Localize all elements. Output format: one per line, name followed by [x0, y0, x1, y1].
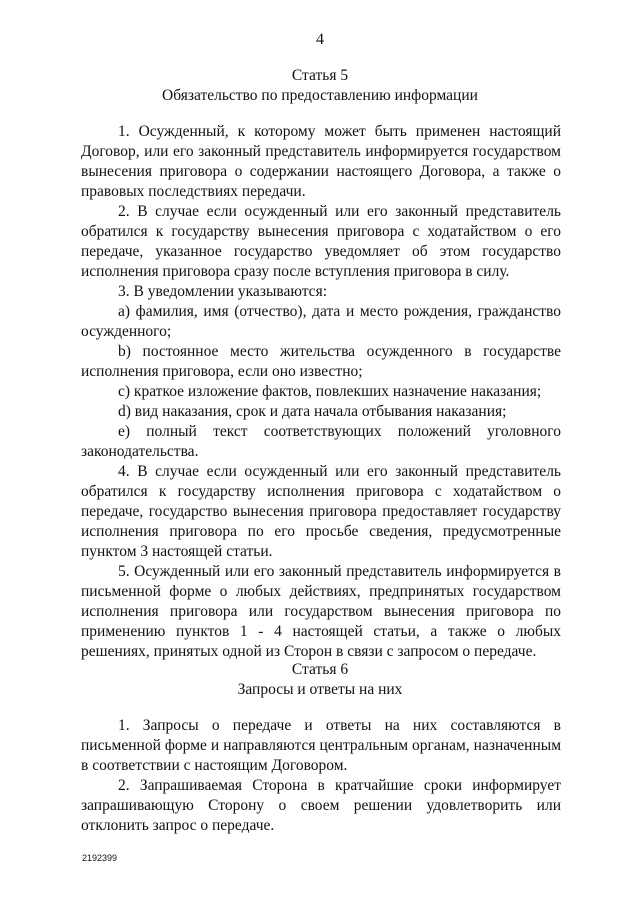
- article-6-body: [81, 716, 561, 836]
- article-6-heading: [0, 660, 640, 700]
- article-5-paragraph-2: 2. В случае если осужденный или его законный представитель обратился к государству вынесения приговора с ходатайством о его передаче, указанное государство уведомляет об этом государство исполнения приговора сразу после вступления приговора в силу.: [81, 203, 561, 280]
- article-5-paragraph-3: 3. В уведомлении указываются:: [118, 283, 328, 300]
- article-6-title: Запросы и ответы на них: [237, 681, 403, 698]
- document-id: 2192399: [82, 853, 118, 863]
- article-6-paragraph-2: 2. Запрашиваемая Сторона в кратчайшие сроки информирует запрашивающую Сторону о своем решении удовлетворить или отклонить запрос о передаче.: [81, 777, 561, 834]
- page-number: 4: [316, 31, 324, 48]
- article-5-number: Статья 5: [291, 67, 349, 84]
- article-5-item-b: b) постоянное место жительства осужденного в государстве исполнения приговора, если оно известно;: [81, 343, 561, 380]
- article-5-body: [81, 122, 561, 662]
- article-6-paragraph-1: 1. Запросы о передаче и ответы на них составляются в письменной форме и направляются центральным органам, назначенным в соответствии с настоящим Договором.: [81, 717, 561, 774]
- article-5-item-a: a) фамилия, имя (отчество), дата и место рождения, гражданство осужденного;: [81, 303, 561, 340]
- article-5-item-e: e) полный текст соответствующих положений уголовного законодательства.: [81, 423, 561, 460]
- article-5-heading: [0, 66, 640, 106]
- article-5-paragraph-1: 1. Осужденный, к которому может быть применен настоящий Договор, или его законный представитель информируется государством вынесения приговора о содержании настоящего Договора, а также о правовых последствиях передачи.: [81, 123, 561, 200]
- article-5-item-c: c) краткое изложение фактов, повлекших назначение наказания;: [118, 383, 542, 400]
- article-5-paragraph-5: 5. Осужденный или его законный представитель информируется в письменной форме о любых действиях, предпринятых государством исполнения приговора или государством вынесения приговора по применению пунктов 1 - 4 настоящей статьи, а также о любых решениях, принятых одной из Сторон в связи с запросом о передаче.: [81, 563, 561, 660]
- article-5-title: Обязательство по предоставлению информации: [162, 87, 478, 104]
- article-6-number: Статья 6: [291, 661, 349, 678]
- article-5-paragraph-4: 4. В случае если осужденный или его законный представитель обратился к государству исполнения приговора с ходатайством о передаче, государство вынесения приговора предоставляет государству исполнения приговора по его просьбе сведения, предусмотренные пунктом 3 настоящей статьи.: [81, 463, 561, 560]
- article-5-item-d: d) вид наказания, срок и дата начала отбывания наказания;: [118, 403, 507, 420]
